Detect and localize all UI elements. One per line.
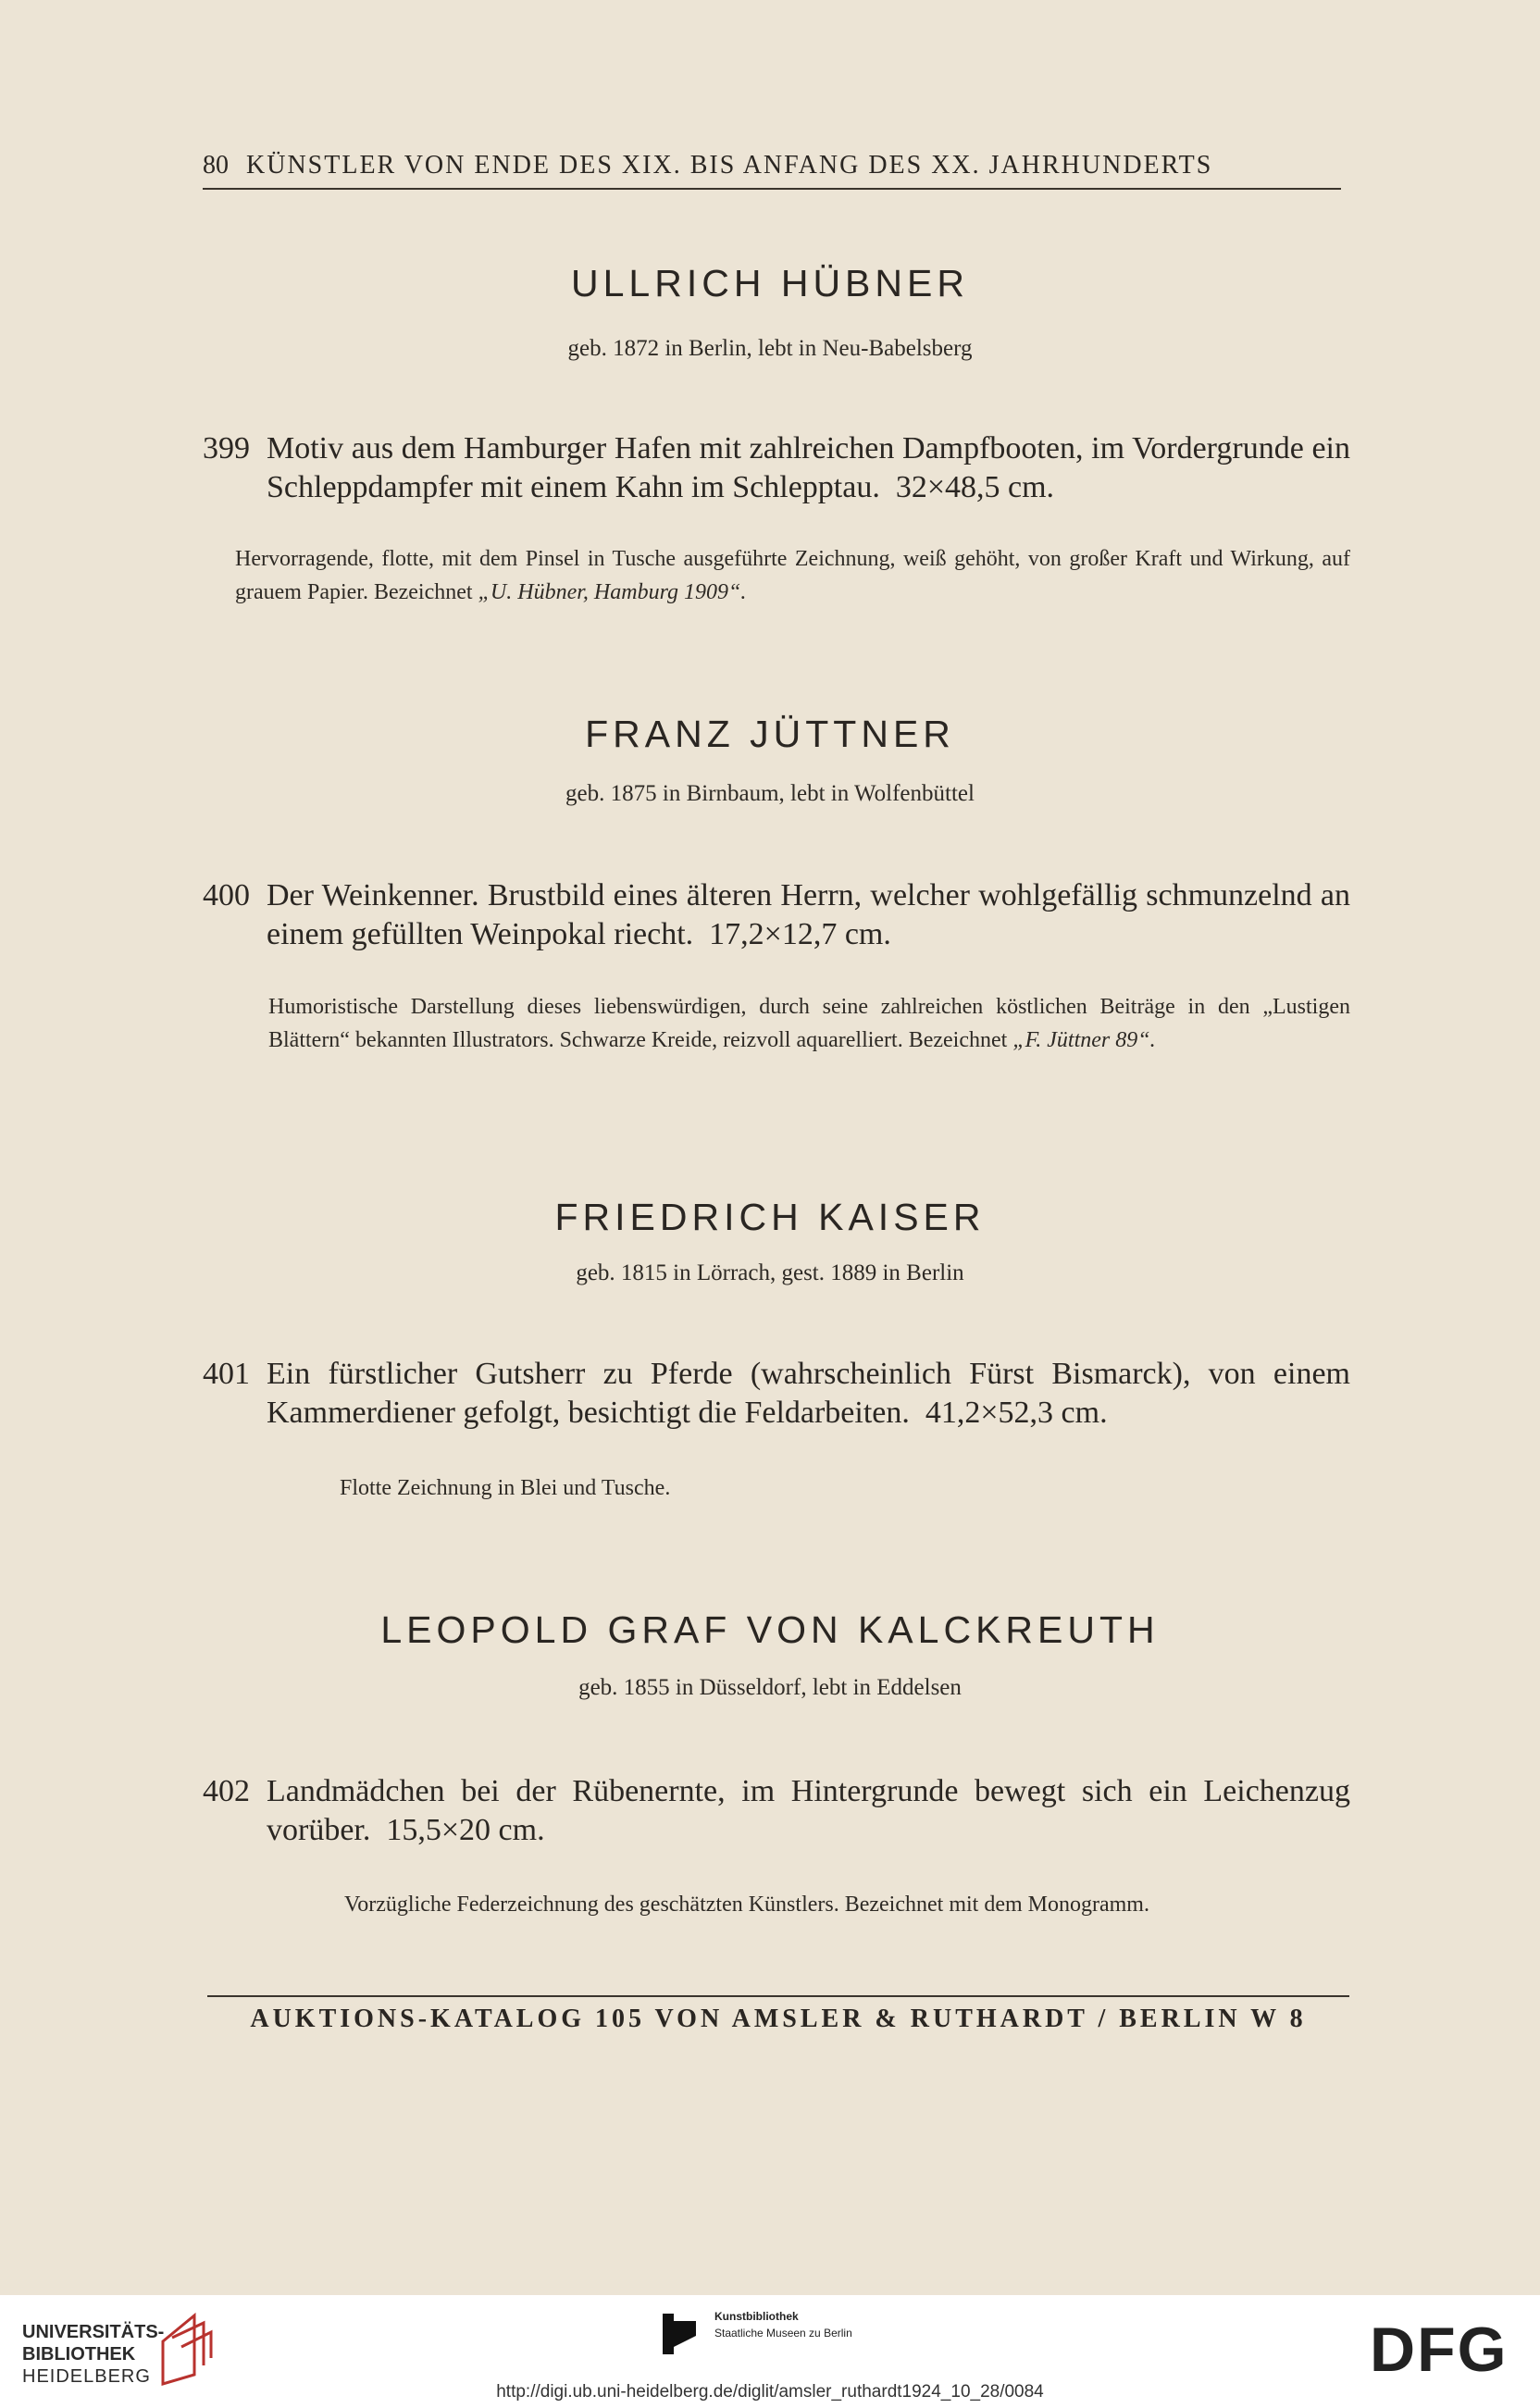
lot-size: 15,5×20 cm. — [386, 1813, 545, 1847]
artist-bio: geb. 1815 in Lörrach, gest. 1889 in Berlin — [576, 1260, 964, 1285]
catalog-footer: AUKTIONS-KATALOG 105 VON AMSLER & RUTHARDT / BERLIN W 8 — [250, 2005, 1307, 2033]
kunstbibliothek-name: Kunstbibliothek — [714, 2310, 799, 2323]
lot-signature: „F. Jüttner 89“. — [1012, 1028, 1156, 1052]
lot-number: 402 — [203, 1774, 250, 1808]
permalink-url[interactable]: http://digi.ub.uni-heidelberg.de/diglit/amsler_ruthardt1924_10_28/0084 — [496, 2382, 1044, 2402]
kunstbibliothek-subtitle: Staatliche Museen zu Berlin — [714, 2327, 852, 2340]
lot-title-text: Motiv aus dem Hamburger Hafen mit zahlreichen Dampfbooten, im Vordergrunde ein Schleppdampfer mit einem Kahn im Schlepptau. — [267, 431, 1350, 504]
lot-note-text: Vorzügliche Federzeichnung des geschätzten Künstlers. Bezeichnet mit dem Monogramm. — [344, 1893, 1149, 1917]
artist-bio: geb. 1872 in Berlin, lebt in Neu-Babelsberg — [567, 336, 973, 361]
artist-name: FRIEDRICH KAISER — [554, 1196, 986, 1238]
lot-number: 400 — [203, 878, 250, 912]
dfg-logo[interactable]: DFG — [1370, 2315, 1509, 2385]
artist-name: LEOPOLD GRAF VON KALCKREUTH — [380, 1608, 1160, 1651]
lot-title-text: Der Weinkenner. Brustbild eines älteren Herrn, welcher wohlgefällig schmunzelnd an einem gefüllten Weinpokal riecht. — [267, 878, 1350, 951]
lot-note-text: Humoristische Darstellung dieses liebenswürdigen, durch seine zahlreichen köstlichen Beiträge in den „Lustigen Blättern“ bekannten Illustrators. Schwarze Kreide, reizvoll aquarelliert. Bezeichnet — [268, 995, 1350, 1052]
lot-size: 41,2×52,3 cm. — [925, 1396, 1108, 1430]
lot-note — [268, 990, 1350, 1057]
library-logo-line-3: HEIDELBERG — [22, 2366, 151, 2387]
lot-note — [235, 542, 1350, 609]
running-head — [203, 151, 1341, 190]
lot-note-text: Flotte Zeichnung in Blei und Tusche. — [340, 1476, 671, 1500]
lot-title — [267, 1355, 1350, 1433]
running-title: KÜNSTLER VON ENDE DES XIX. BIS ANFANG DES XX. JAHRHUNDERTS — [246, 151, 1213, 180]
lot-title — [267, 429, 1350, 507]
lot-title-text: Landmädchen bei der Rübenernte, im Hintergrunde bewegt sich ein Leichenzug vorüber. — [267, 1774, 1350, 1847]
footer-rule — [207, 1995, 1349, 1997]
lot-title-text: Ein fürstlicher Gutsherr zu Pferde (wahrscheinlich Fürst Bismarck), von einem Kammerdiener gefolgt, besichtigt die Feldarbeiten. — [267, 1357, 1350, 1430]
lot-entry — [203, 429, 1350, 507]
lot-title — [267, 1772, 1350, 1850]
lot-size: 32×48,5 cm. — [895, 470, 1055, 504]
library-logo-line-1: UNIVERSITÄTS- — [22, 2322, 165, 2342]
artist-name: FRANZ JÜTTNER — [585, 713, 955, 755]
page-number: 80 — [203, 151, 229, 180]
library-logo-line-2: BIBLIOTHEK — [22, 2344, 136, 2365]
kunstbibliothek-logo[interactable] — [714, 2308, 852, 2341]
lot-entry — [203, 876, 1350, 954]
lot-entry — [203, 1355, 1350, 1433]
lot-note-text: Hervorragende, flotte, mit dem Pinsel in Tusche ausgeführte Zeichnung, weiß gehöht, von großer Kraft und Wirkung, auf grauem Papier. Bezeichnet — [235, 547, 1350, 604]
lot-number: 401 — [203, 1357, 250, 1391]
artist-bio: geb. 1855 in Düsseldorf, lebt in Eddelsen — [578, 1675, 962, 1700]
artist-bio: geb. 1875 in Birnbaum, lebt in Wolfenbüttel — [565, 781, 975, 806]
university-library-logo[interactable] — [22, 2321, 164, 2388]
lot-number: 399 — [203, 431, 250, 465]
library-emblem-icon — [157, 2310, 217, 2388]
lot-title — [267, 876, 1350, 954]
lot-entry — [203, 1772, 1350, 1850]
kunstbibliothek-icon — [655, 2308, 707, 2360]
lot-size: 17,2×12,7 cm. — [709, 917, 891, 951]
lot-signature: „U. Hübner, Hamburg 1909“. — [478, 580, 747, 604]
lot-note — [340, 1471, 1350, 1505]
artist-name: ULLRICH HÜBNER — [571, 262, 969, 304]
lot-note — [344, 1888, 1353, 1921]
